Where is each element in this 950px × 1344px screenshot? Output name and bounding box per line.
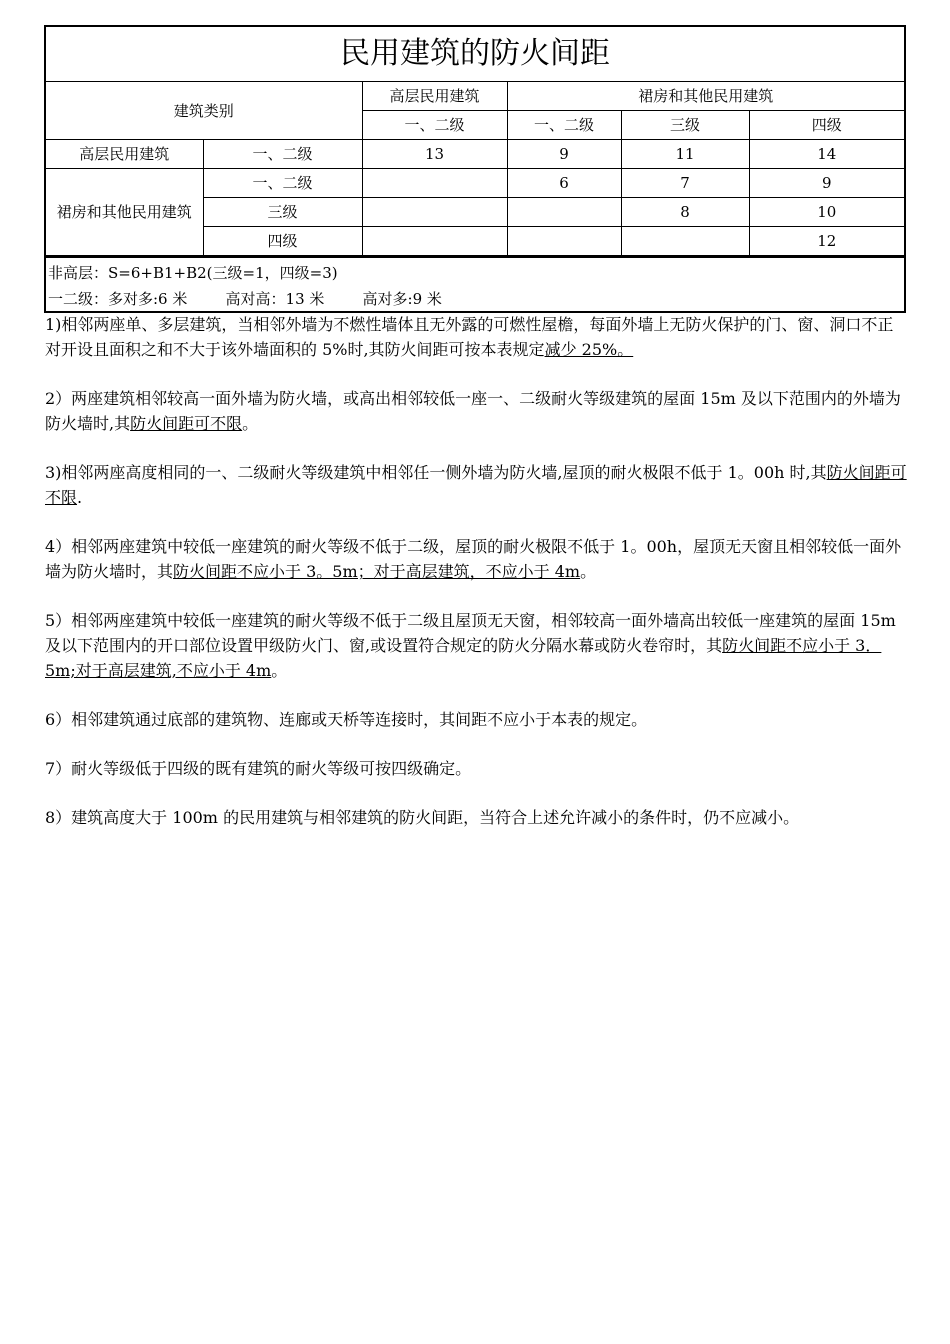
header-podium-grade-12: 一、二级	[507, 111, 621, 140]
fire-spacing-table	[46, 27, 904, 256]
header-group-highrise: 高层民用建筑	[362, 82, 507, 111]
remark-8: 8）建筑高度大于 100m 的民用建筑与相邻建筑的防火间距，当符合上述允许减小的条件时，仍不应减小。	[45, 808, 800, 827]
remark-1: 1)相邻两座单、多层建筑，当相邻外墙为不燃性墙体且无外露的可燃性屋檐，每面外墙上无防火保护的门、窗、洞口不正对开设且面积之和不大于该外墙面积的 5%时,其防火间距可按本表规定减少 25%。	[45, 315, 894, 359]
table-cell	[362, 169, 507, 198]
row-group-label: 高层民用建筑	[46, 140, 203, 169]
row-group-label: 裙房和其他民用建筑	[46, 169, 203, 256]
table-cell: 13	[362, 140, 507, 169]
table-cell	[507, 227, 621, 256]
note-formula: 非高层：S=6+B1+B2(三级=1，四级=3)	[48, 264, 338, 282]
table-row	[46, 169, 904, 198]
table-cell: 7	[621, 169, 749, 198]
remark-underlined: 减少 25%。	[544, 340, 634, 359]
row-grade-label: 一、二级	[203, 140, 362, 169]
row-grade-label: 三级	[203, 198, 362, 227]
note-multi-multi: 一二级：多对多:6 米	[48, 290, 188, 308]
remark-underlined: 防火间距可不限	[130, 414, 243, 433]
table-cell	[621, 227, 749, 256]
header-podium-grade-4: 四级	[749, 111, 904, 140]
row-grade-label: 一、二级	[203, 169, 362, 198]
table-cell: 14	[749, 140, 904, 169]
header-category: 建筑类别	[46, 82, 362, 140]
remark-4: 4）相邻两座建筑中较低一座建筑的耐火等级不低于二级，屋顶的耐火极限不低于 1。00h，屋顶无天窗且相邻较低一面外墙为防火墙时，其防火间距不应小于 3。5m；对于高层建筑，不应小于 4m。	[45, 537, 902, 581]
remark-underlined: 防火间距不应小于 3。5m；对于高层建筑，不应小于 4m	[173, 562, 581, 581]
remark-3: 3)相邻两座高度相同的一、二级耐火等级建筑中相邻任一侧外墙为防火墙,屋顶的耐火极限不低于 1。00h 时,其防火间距可不限.	[45, 463, 907, 507]
remarks-section	[45, 312, 907, 854]
remark-underlined: 防火间距不应小于 3．5m;对于高层建筑,不应小于 4m	[45, 636, 882, 680]
header-highrise-grade: 一、二级	[362, 111, 507, 140]
remark-6: 6）相邻建筑通过底部的建筑物、连廊或天桥等连接时，其间距不应小于本表的规定。	[45, 710, 648, 729]
fire-spacing-table-frame	[44, 25, 906, 313]
header-podium-grade-3: 三级	[621, 111, 749, 140]
remark-2: 2）两座建筑相邻较高一面外墙为防火墙，或高出相邻较低一座一、二级耐火等级建筑的屋面 15m 及以下范围内的外墙为防火墙时,其防火间距可不限。	[45, 389, 901, 433]
note-distances	[48, 286, 902, 312]
table-cell: 6	[507, 169, 621, 198]
row-grade-label: 四级	[203, 227, 362, 256]
note-high-high: 高对高：13 米	[225, 290, 325, 308]
header-group-podium: 裙房和其他民用建筑	[507, 82, 904, 111]
table-cell	[362, 227, 507, 256]
table-title: 民用建筑的防火间距	[46, 27, 904, 82]
table-cell: 8	[621, 198, 749, 227]
table-cell	[362, 198, 507, 227]
table-cell: 11	[621, 140, 749, 169]
remark-underlined: 防火间距可不限	[45, 463, 907, 507]
table-cell: 10	[749, 198, 904, 227]
table-cell: 12	[749, 227, 904, 256]
note-high-multi: 高对多:9 米	[362, 290, 442, 308]
table-notes	[46, 256, 904, 312]
table-cell: 9	[507, 140, 621, 169]
table-row	[46, 140, 904, 169]
remark-7: 7）耐火等级低于四级的既有建筑的耐火等级可按四级确定。	[45, 759, 472, 778]
remark-5: 5）相邻两座建筑中较低一座建筑的耐火等级不低于二级且屋顶无天窗，相邻较高一面外墙高出较低一座建筑的屋面 15m 及以下范围内的开口部位设置甲级防火门、窗,或设置符合规定的防火分隔水幕或防火卷帘时，其防火间距不应小于 3．5m;对于高层建筑,不应小于 4m。	[45, 611, 896, 680]
table-cell	[507, 198, 621, 227]
table-cell: 9	[749, 169, 904, 198]
